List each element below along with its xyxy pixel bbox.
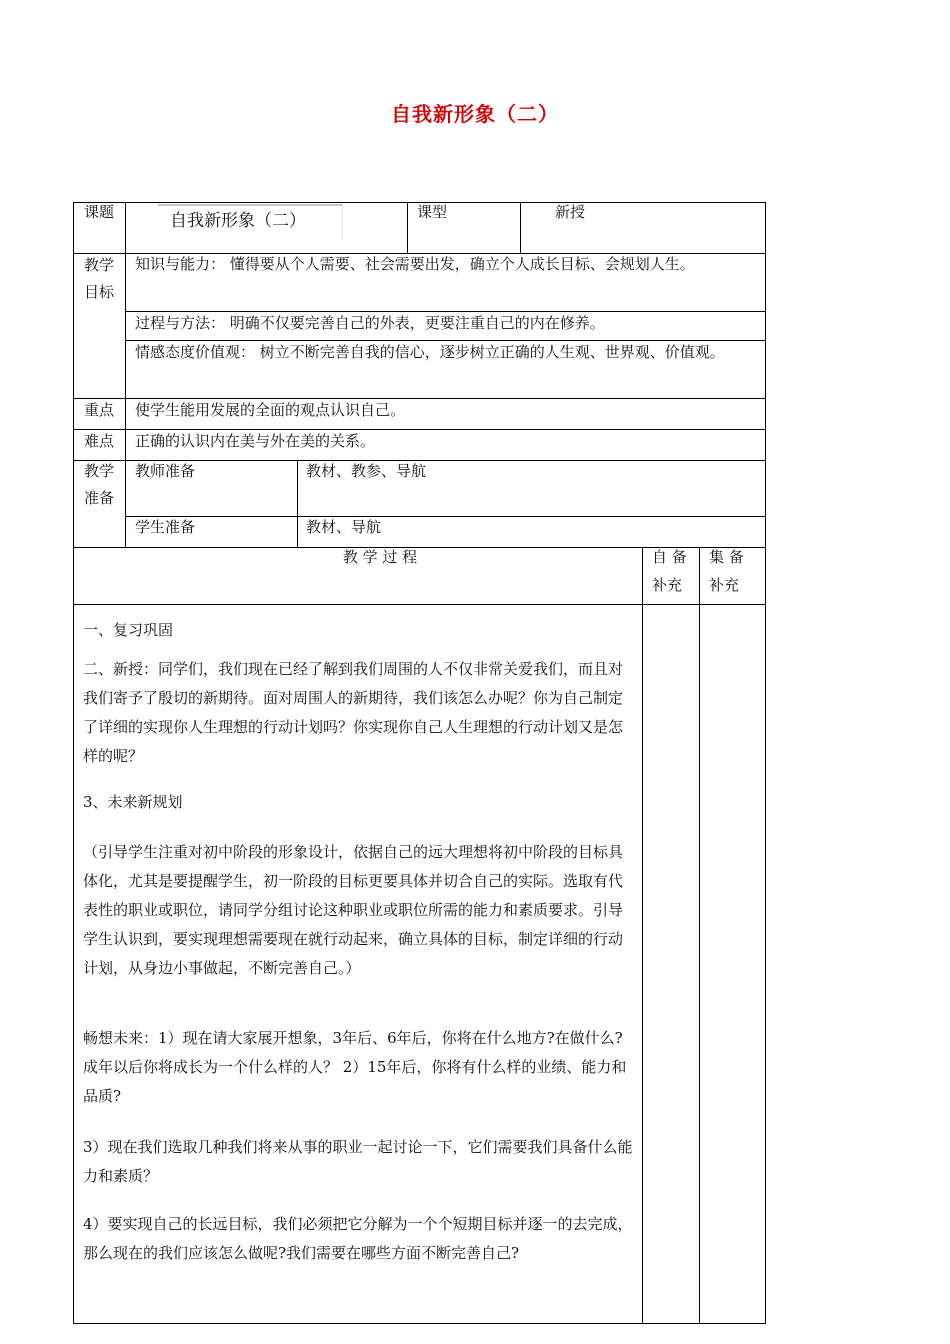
teacher-prep-label: 教师准备: [135, 462, 196, 480]
topic-label: 课题: [84, 203, 115, 221]
student-prep-value: 教材、导航: [306, 518, 382, 536]
self-prep-label-line1: 自 备: [652, 548, 687, 566]
self-prep-label-line2: 补充: [652, 576, 683, 594]
section-future-plan: 3、未来新规划: [83, 793, 183, 811]
document-title: 自我新形象（二）: [391, 102, 559, 126]
topic-value-box: [158, 204, 343, 240]
lesson-type-value: 新授: [555, 203, 586, 221]
key-point-text: 使学生能用发展的全面的观点认识自己。: [135, 401, 406, 419]
discussion-paragraph: 3）现在我们选取几种我们将来从事的职业一起讨论一下，它们需要我们具备什么能力和素质？: [83, 1138, 633, 1185]
long-term-goal-paragraph: 4）要实现自己的长远目标，我们必须把它分解为一个个短期目标并逐一的去完成，那么现在的我们应该怎么做呢?我们需要在哪些方面不断完善自己?: [83, 1215, 633, 1262]
difficulty-label: 难点: [84, 432, 115, 450]
group-prep-label-line1: 集 备: [709, 548, 744, 566]
group-prep-label-line2: 补充: [709, 576, 740, 594]
objective-knowledge: 知识与能力： 懂得要从个人需要、社会需要出发，确立个人成长目标、会规划人生。: [135, 255, 695, 273]
objective-process: 过程与方法： 明确不仅要完善自己的外表，更要注重自己的内在修养。: [135, 314, 605, 332]
preparation-label-line1: 教学: [84, 462, 115, 480]
objectives-label-line1: 教学: [84, 256, 115, 274]
objectives-label-line2: 目标: [84, 283, 115, 301]
guidance-paragraph: （引导学生注重对初中阶段的形象设计，依据自己的远大理想将初中阶段的目标具体化，尤其是要提醒学生，初一阶段的目标更要具体并切合自己的实际。选取有代表性的职业或职位，请同学分组讨论这种职业或职位所需的能力和素质要求。引导学生认识到，要实现理想需要现在就行动起来，确立具体的目标，制定详细的行动计划，从身边小事做起，不断完善自己。）: [83, 843, 624, 977]
preparation-label-line2: 准备: [84, 489, 115, 507]
section-review: 一、复习巩固: [83, 621, 174, 639]
difficulty-text: 正确的认识内在美与外在美的关系。: [135, 432, 376, 450]
section-new-lesson: 二、新授：同学们，我们现在已经了解到我们周围的人不仅非常关爱我们，而且对我们寄予了殷切的新期待。面对周围人的新期待，我们该怎么办呢？你为自己制定了详细的实现你人生理想的行动计划吗？你实现你自己人生理想的行动计划又是怎样的呢？: [83, 660, 624, 765]
teacher-prep-value: 教材、教参、导航: [306, 462, 427, 480]
imagine-future-paragraph: 畅想未来：1）现在请大家展开想象，3年后、6年后，你将在什么地方?在做什么?成年以后你将成长为一个什么样的人？ 2）15年后，你将有什么样的业绩、能力和品质?: [83, 1029, 627, 1105]
lesson-type-label: 课型: [417, 203, 448, 221]
objective-emotion: 情感态度价值观： 树立不断完善自我的信心，逐步树立正确的人生观、世界观、价值观。: [135, 343, 725, 361]
student-prep-label: 学生准备: [135, 518, 196, 536]
topic-value: 自我新形象（二）: [170, 211, 306, 231]
key-point-label: 重点: [84, 401, 115, 419]
process-title: 教 学 过 程: [342, 548, 418, 566]
